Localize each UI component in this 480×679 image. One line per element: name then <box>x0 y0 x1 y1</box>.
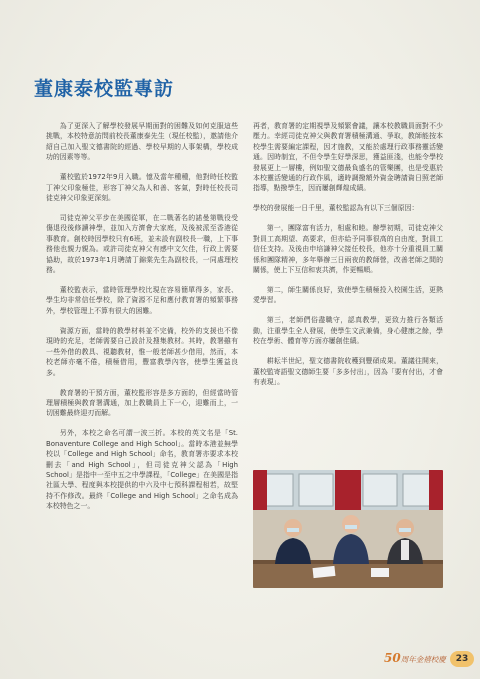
interview-photo-illustration <box>253 470 443 588</box>
paragraph: 董校監表示，當時管理學校比現在容易簡單得多，家長、學生均非常信任學校，除了資源不足和應付教育署的頻繁事務外，學校管理上不算有很大的困難。 <box>46 286 238 315</box>
paragraph: 董校監於1972年9月入職。憶及當年種種，他對時任校監丁神父印象極佳，形容丁神父為人和善、客氣，對時任校長司徒克神父印象更深刻。 <box>46 173 238 203</box>
paragraph: 為了更深入了解學校發展早期面對的困難及如何克服這些挑戰，本校特意訪問前校長董康泰先生（現任校監），邀請他介紹自己加入聖文德書院的經過、學校早期的人事架構，學校成功的因素等等。 <box>46 122 238 162</box>
paragraph: 第二，師生關係良好，致使學生積極投入校園生活，更熱愛學習。 <box>253 286 443 305</box>
right-column <box>253 121 443 397</box>
paragraph: 第三，老師們俗盡職守，認真教學，更致力推行各類活動，注重學生全人發展，使學生文武兼備，身心健康之餘，學校在學術、體育等方面亦屢創佳績。 <box>253 316 443 346</box>
paragraph: 資源方面，當時的教學材料並不完備，校外的支援也不像現時的充足，老師需要自己設計及搜集教材。其時，教署雖有一些外借的教具、視聽教材，惟一般老師甚少借用，然而，本校老師亦毫不倦，積極借用，豐富教學內容，使學生獲益良多。 <box>46 326 238 377</box>
paragraph: 第一，團隊富有活力，相處和睦。辦學初期，司徒克神父對員工高期望、高要求，但亦給予同事很高的自由度，對員工信任支持。及後由申培謙神父接任校長，他亦十分重視員工關係和團隊精神，多年舉辦三日兩夜的教師營，改善老師之間的關係，使上下互信和衷共濟，作更暢順。 <box>253 224 443 275</box>
paragraph: 再者，教育署的定期視學及頻繁會議，讓本校教職員面對不少壓力。幸經司徒克神父與教育署積極溝通、爭取，教師能按本校學生需要編定課程，因才施教，又能於處理行政事務靈活變通。因時制宜，不但令學生好學深思，獲益匪淺，也能令學校發展更上一層樓，例如聖文德最負盛名的管樂團，也是受惠於本校靈活變通的行政作風，適時調撥額外資金聘請資日照老師指導，點撥學生，因而屢創輝煌成績。 <box>253 122 443 193</box>
anniversary-logo <box>384 651 446 665</box>
paragraph: 耕耘半世紀，聖文德書院收穫到豐碩成果。董議往開來，董校監寄語聖文德師生要「多多付出」，因為「要有付出，才會有表現」。 <box>253 357 443 387</box>
paragraph: 另外，本校之命名可謂一波三折。本校的英文名是「St. Bonaventure College and High School」。當時本港並無學校以「College and High School」命名，教育署亦要求本校刪去「and High School」，但司徒克神父認為「High School」是指中一至中五之中學課程，「College」在美國是指社區大學、程度與本校提供的中六及中七預科課程相若，故堅持不作修改。最終「College and High School」之命名成為本校特色之一。 <box>46 429 238 511</box>
anniversary-number: 50 <box>384 651 401 665</box>
paragraph: 學校的發展能一日千里，董校監認為有以下三個原因： <box>253 204 419 213</box>
paragraph: 司徒克神父平步在美國從軍，在二戰著名的諾曼第戰役受傷退役後修讀神學，並加入方濟會大家庭，及後被派至香港從事教育。創校時因學校只有6班，並未設有副校長一職，上下事務他也親力親為。或許司徒克神父有感中文欠佳，行政上需要協助，故於1973年1月聘請丁錦棠先生為副校長，一同處理校務。 <box>46 214 238 275</box>
interview-photo <box>253 470 443 588</box>
paragraph: 教育署的干預方面，董校監形容是多方面的，但經當時管理層積極與教育署溝通，加上教職員上下一心，迎難而上，一切困難最終迎刃而解。 <box>46 388 238 418</box>
left-column <box>46 121 238 521</box>
anniversary-text: 周年金禧校慶 <box>400 655 446 664</box>
page-title: 董康泰校監專訪 <box>34 78 175 100</box>
page-number: 23 <box>450 651 474 667</box>
